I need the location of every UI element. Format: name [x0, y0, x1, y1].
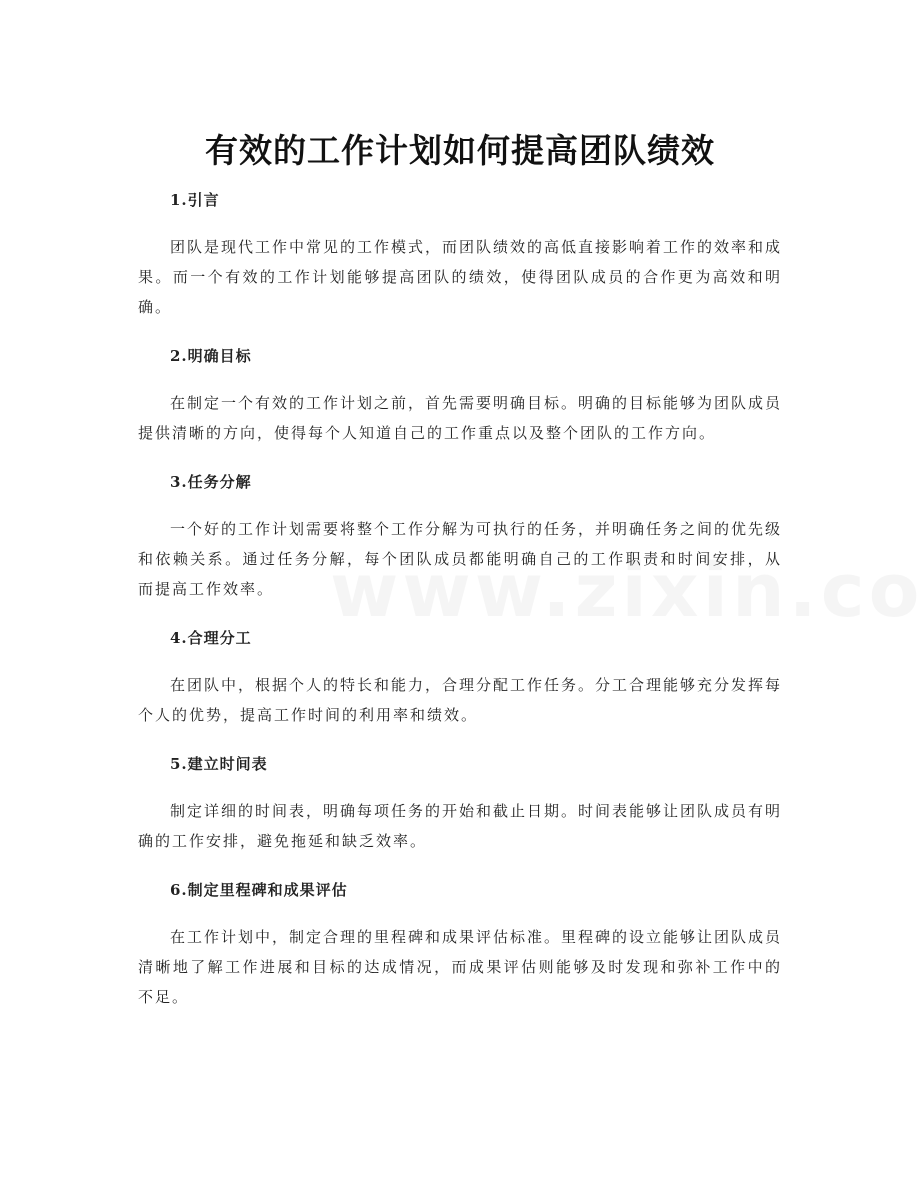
section-paragraph: 在工作计划中，制定合理的里程碑和成果评估标准。里程碑的设立能够让团队成员清晰地了解工作进展和目标的达成情况，而成果评估则能够及时发现和弥补工作中的不足。 — [138, 928, 783, 1006]
section-milestones-evaluation — [138, 870, 782, 1012]
document-body — [138, 180, 782, 1026]
section-introduction — [138, 180, 782, 322]
section-paragraph: 制定详细的时间表，明确每项任务的开始和截止日期。时间表能够让团队成员有明确的工作安排，避免拖延和缺乏效率。 — [138, 802, 783, 850]
section-division-of-labor — [138, 618, 782, 730]
section-paragraph: 团队是现代工作中常见的工作模式，而团队绩效的高低直接影响着工作的效率和成果。而一个有效的工作计划能够提高团队的绩效，使得团队成员的合作更为高效和明确。 — [138, 238, 783, 316]
section-paragraph: 在制定一个有效的工作计划之前，首先需要明确目标。明确的目标能够为团队成员提供清晰的方向，使得每个人知道自己的工作重点以及整个团队的工作方向。 — [138, 394, 783, 442]
section-clear-goals — [138, 336, 782, 448]
section-timeline — [138, 744, 782, 856]
section-paragraph: 一个好的工作计划需要将整个工作分解为可执行的任务，并明确任务之间的优先级和依赖关系。通过任务分解，每个团队成员都能明确自己的工作职责和时间安排，从而提高工作效率。 — [138, 520, 783, 598]
section-heading: 6.制定里程碑和成果评估 — [170, 881, 348, 899]
section-heading: 1.引言 — [170, 191, 220, 209]
section-heading: 3.任务分解 — [170, 473, 252, 491]
document-title: 有效的工作计划如何提高团队绩效 — [205, 131, 715, 171]
section-task-breakdown — [138, 462, 782, 604]
section-heading: 4.合理分工 — [170, 629, 252, 647]
section-heading: 5.建立时间表 — [170, 755, 268, 773]
section-heading: 2.明确目标 — [170, 347, 252, 365]
section-paragraph: 在团队中，根据个人的特长和能力，合理分配工作任务。分工合理能够充分发挥每个人的优势，提高工作时间的利用率和绩效。 — [138, 676, 783, 724]
